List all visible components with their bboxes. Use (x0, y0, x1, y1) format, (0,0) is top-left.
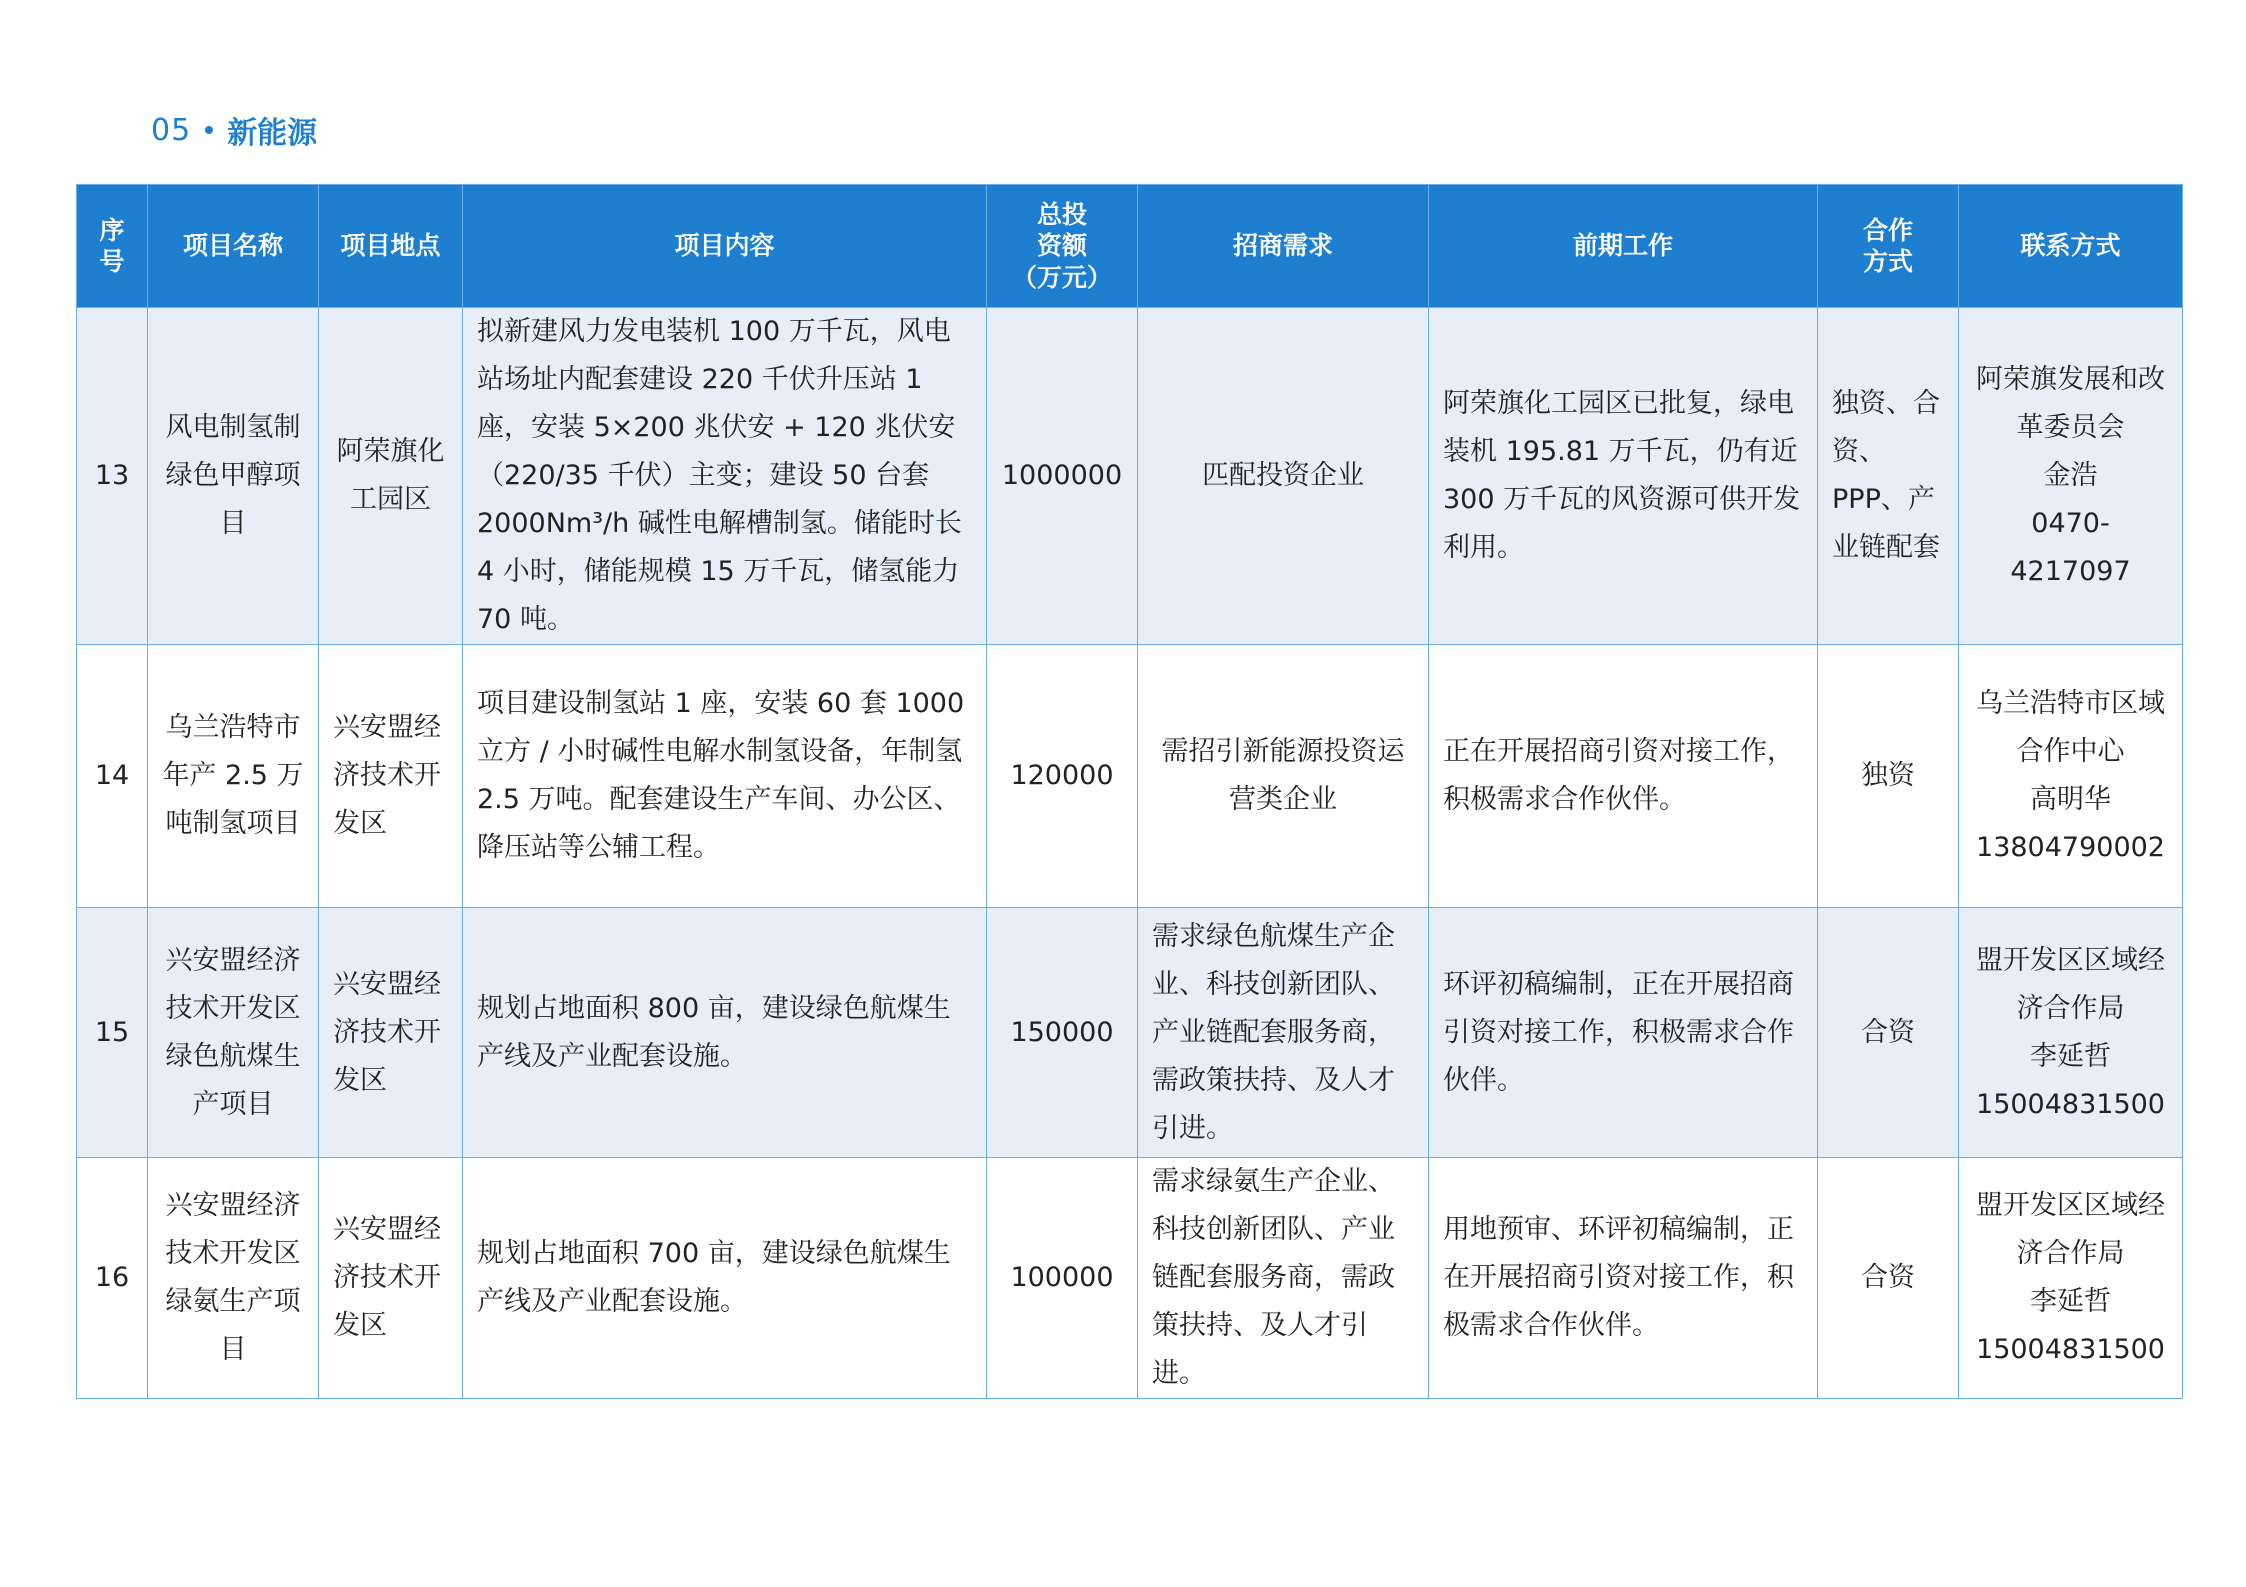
row-investment: 150000 (987, 908, 1138, 1158)
row-name: 风电制氢制绿色甲醇项目 (148, 308, 319, 645)
contact-phone: 13804790002 (1976, 832, 2165, 863)
row-name: 兴安盟经济技术开发区绿色航煤生产项目 (148, 908, 319, 1158)
row-content: 项目建设制氢站 1 座，安装 60 套 1000 立方 / 小时碱性电解水制氢设备，年制氢 2.5 万吨。配套建设生产车间、办公区、降压站等公辅工程。 (463, 645, 987, 908)
row-name: 乌兰浩特市年产 2.5 万吨制氢项目 (148, 645, 319, 908)
contact-person: 李延哲 (2030, 1286, 2111, 1317)
header-name: 项目名称 (148, 185, 319, 308)
section-title: 新能源 (227, 116, 318, 151)
row-name: 兴安盟经济技术开发区绿氨生产项目 (148, 1158, 319, 1399)
projects-table (76, 184, 2183, 1399)
row-content: 规划占地面积 800 亩，建设绿色航煤生产线及产业配套设施。 (463, 908, 987, 1158)
row-index: 13 (77, 308, 148, 645)
row-demand: 需求绿色航煤生产企业、科技创新团队、产业链配套服务商，需政策扶持、及人才引进。 (1138, 908, 1429, 1158)
header-preliminary: 前期工作 (1429, 185, 1818, 308)
row-content: 规划占地面积 700 亩，建设绿色航煤生产线及产业配套设施。 (463, 1158, 987, 1399)
header-location: 项目地点 (319, 185, 463, 308)
row-content: 拟新建风力发电装机 100 万千瓦，风电站场址内配套建设 220 千伏升压站 1 座，安装 5×200 兆伏安 + 120 兆伏安（220/35 千伏）主变；建设 50 台套 2000Nm³/h 碱性电解槽制氢。储能时长 4 小时，储能规模 15 万千瓦，储氢能力 70 吨。 (463, 308, 987, 645)
row-demand: 需求绿氨生产企业、科技创新团队、产业链配套服务商，需政策扶持、及人才引进。 (1138, 1158, 1429, 1399)
row-contact (1959, 645, 2183, 908)
contact-phone: 15004831500 (1976, 1088, 2165, 1120)
header-contact: 联系方式 (1959, 185, 2183, 308)
header-cooperation: 合作 方式 (1818, 185, 1959, 308)
bullet-dot-icon (205, 126, 213, 134)
contact-org: 乌兰浩特市区域合作中心 (1976, 688, 2165, 767)
table-row (77, 908, 2183, 1158)
contact-person: 高明华 (2030, 784, 2111, 815)
header-investment: 总投 资额 （万元） (987, 185, 1138, 308)
table-row (77, 645, 2183, 908)
row-demand: 需招引新能源投资运营类企业 (1138, 645, 1429, 908)
row-contact (1959, 908, 2183, 1158)
table-header-row (77, 185, 2183, 308)
header-demand: 招商需求 (1138, 185, 1429, 308)
row-location: 兴安盟经济技术开发区 (319, 908, 463, 1158)
header-content: 项目内容 (463, 185, 987, 308)
contact-person: 李延哲 (2030, 1040, 2111, 1072)
row-index: 14 (77, 645, 148, 908)
row-preliminary: 正在开展招商引资对接工作，积极需求合作伙伴。 (1429, 645, 1818, 908)
row-location: 兴安盟经济技术开发区 (319, 1158, 463, 1399)
row-cooperation: 独资、合资、PPP、产业链配套 (1818, 308, 1959, 645)
contact-org: 盟开发区区域经济合作局 (1976, 944, 2165, 1024)
row-preliminary: 阿荣旗化工园区已批复，绿电装机 195.81 万千瓦，仍有近 300 万千瓦的风资源可供开发利用。 (1429, 308, 1818, 645)
row-contact (1959, 1158, 2183, 1399)
row-cooperation: 独资 (1818, 645, 1959, 908)
header-index: 序 号 (77, 185, 148, 308)
table-row (77, 1158, 2183, 1399)
row-cooperation: 合资 (1818, 908, 1959, 1158)
row-demand: 匹配投资企业 (1138, 308, 1429, 645)
table-row (77, 308, 2183, 645)
row-investment: 1000000 (987, 308, 1138, 645)
row-index: 15 (77, 908, 148, 1158)
row-location: 阿荣旗化工园区 (319, 308, 463, 645)
row-contact (1959, 308, 2183, 645)
contact-phone: 15004831500 (1976, 1334, 2165, 1365)
contact-org: 盟开发区区域经济合作局 (1976, 1190, 2165, 1269)
row-preliminary: 环评初稿编制，正在开展招商引资对接工作，积极需求合作伙伴。 (1429, 908, 1818, 1158)
row-investment: 120000 (987, 645, 1138, 908)
contact-phone: 0470-4217097 (2010, 508, 2131, 587)
row-cooperation: 合资 (1818, 1158, 1959, 1399)
row-index: 16 (77, 1158, 148, 1399)
row-location: 兴安盟经济技术开发区 (319, 645, 463, 908)
row-preliminary: 用地预审、环评初稿编制，正在开展招商引资对接工作，积极需求合作伙伴。 (1429, 1158, 1818, 1399)
section-number: 05 (151, 112, 192, 148)
section-heading (151, 108, 317, 152)
contact-org: 阿荣旗发展和改革委员会 (1976, 364, 2165, 443)
contact-person: 金浩 (2043, 460, 2098, 491)
row-investment: 100000 (987, 1158, 1138, 1399)
